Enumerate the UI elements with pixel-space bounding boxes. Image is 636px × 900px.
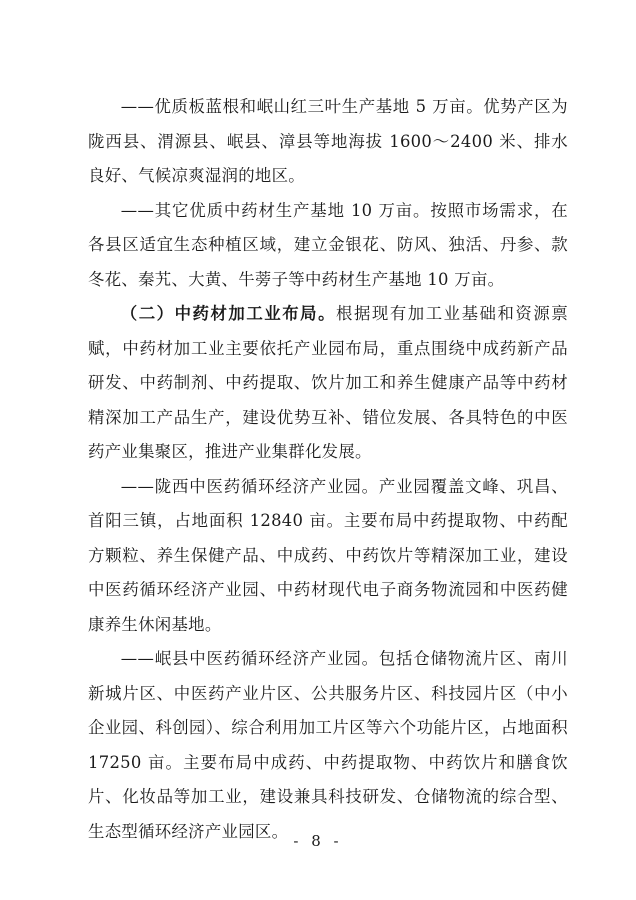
- paragraph-banlangen-base: [88, 90, 568, 194]
- section-heading: （二）中药材加工业布局。: [120, 304, 337, 323]
- paragraph-text: ——陇西中医药循环经济产业园。产业园覆盖文峰、巩昌、首阳三镇，占地面积 12840 亩。主要布局中药提取物、中药配方颗粒、养生保健产品、中成药、中药饮片等精深加工业，建设中医药循环经济产业园、中药材现代电子商务物流园和中医药健康养生休闲基地。: [88, 476, 568, 634]
- paragraph-processing-layout: [88, 297, 568, 470]
- paragraph-text: ——其它优质中药材生产基地 10 万亩。按照市场需求，在各县区适宜生态种植区域，建立金银花、防风、独活、丹参、款冬花、秦艽、大黄、牛蒡子等中药材生产基地 10 万亩。: [88, 200, 568, 289]
- page-number: - 8 -: [293, 832, 343, 850]
- paragraph-longxi-park: [88, 470, 568, 643]
- paragraph-text: 根据现有加工业基础和资源禀赋，中药材加工业主要依托产业园布局，重点围绕中成药新产品研发、中药制剂、中药提取、饮片加工和养生健康产品等中药材精深加工产品生产，建设优势互补、错位发展、各具特色的中医药产业集聚区，推进产业集群化发展。: [88, 304, 568, 461]
- paragraph-other-herb-base: [88, 194, 568, 298]
- paragraph-text: ——优质板蓝根和岷山红三叶生产基地 5 万亩。优势产区为陇西县、渭源县、岷县、漳县等地海拔 1600～2400 米、排水良好、气候凉爽湿润的地区。: [88, 97, 568, 185]
- paragraph-minxian-park: [88, 642, 568, 849]
- paragraph-text: ——岷县中医药循环经济产业园。包括仓储物流片区、南川新城片区、中医药产业片区、公共服务片区、科技园片区（中小企业园、科创园）、综合利用加工片区等六个功能片区，占地面积 17250 亩。主要布局中成药、中药提取物、中药饮片和膳食饮片、化妆品等加工业，建设兼具科技研发、仓储物流的综合型、生态型循环经济产业园区。: [88, 649, 568, 841]
- document-body: [88, 90, 568, 849]
